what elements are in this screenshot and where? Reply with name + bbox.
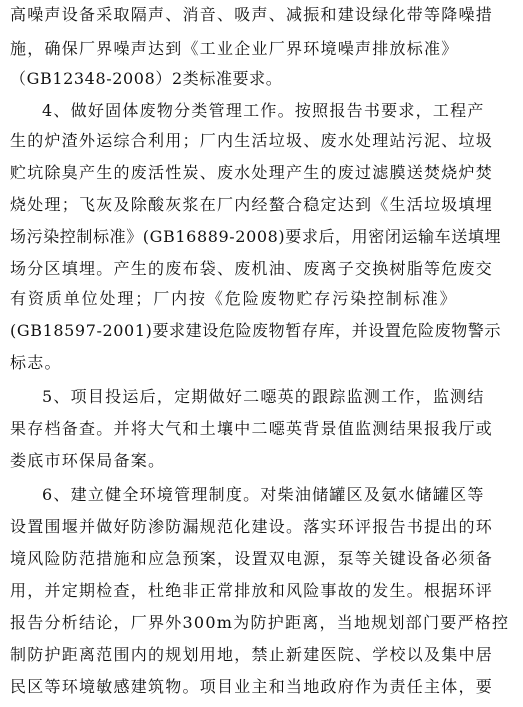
text-line: 用，并定期检查，杜绝非正常排放和风险事故的发生。根据环评 (10, 581, 494, 600)
text-line: 6、建立健全环境管理制度。对柴油储罐区及氨水储罐区等 (42, 485, 485, 504)
text-line: 生的炉渣外运综合利用；厂内生活垃圾、废水处理站污泥、垃圾 (10, 131, 494, 150)
text-line: 果存档备查。并将大气和土壤中二噁英背景值监测结果报我厅或 (10, 419, 494, 438)
text-line: 高噪声设备采取隔声、消音、吸声、减振和建设绿化带等降噪措 (10, 5, 494, 24)
text-line: 境风险防范措施和应急预案，设置双电源，泵等关键设备必须备 (10, 549, 494, 568)
text-line: (GB18597-2001)要求建设危险废物暂存库，并设置危险废物警示 (10, 321, 502, 340)
text-line: 施，确保厂界噪声达到《工业企业厂界环境噪声排放标准》 (10, 39, 459, 58)
text-line: 贮坑除臭产生的废活性炭、废水处理产生的废过滤膜送焚烧炉焚 (10, 163, 494, 182)
text-line: 有资质单位处理；厂内按《危险废物贮存污染控制标准》 (10, 289, 458, 308)
text-line: （GB12348-2008）2类标准要求。 (10, 69, 283, 88)
text-line: 场分区填埋。产生的废布袋、废机油、废离子交换树脂等危废交 (10, 259, 494, 278)
text-line: 场污染控制标准》(GB16889-2008)要求后，用密闭运输车送填埋 (10, 227, 502, 246)
text-line: 报告分析结论，厂界外300m为防护距离，当地规划部门要严格控 (10, 613, 510, 632)
text-line: 娄底市环保局备案。 (10, 451, 166, 470)
text-line: 设置围堰并做好防渗防漏规范化建设。落实环评报告书提出的环 (10, 517, 494, 536)
text-line: 标志。 (10, 353, 62, 372)
text-line: 民区等环境敏感建筑物。项目业主和当地政府作为责任主体，要 (10, 677, 494, 696)
text-line: 烧处理；飞灰及除酸灰浆在厂内经螯合稳定达到《生活垃圾填埋 (10, 195, 494, 214)
text-line: 制防护距离范围内的规划用地，禁止新建医院、学校以及集中居 (10, 645, 494, 664)
text-line: 4、做好固体废物分类管理工作。按照报告书要求，工程产 (42, 101, 485, 120)
text-line: 5、项目投运后，定期做好二噁英的跟踪监测工作，监测结 (42, 387, 485, 406)
